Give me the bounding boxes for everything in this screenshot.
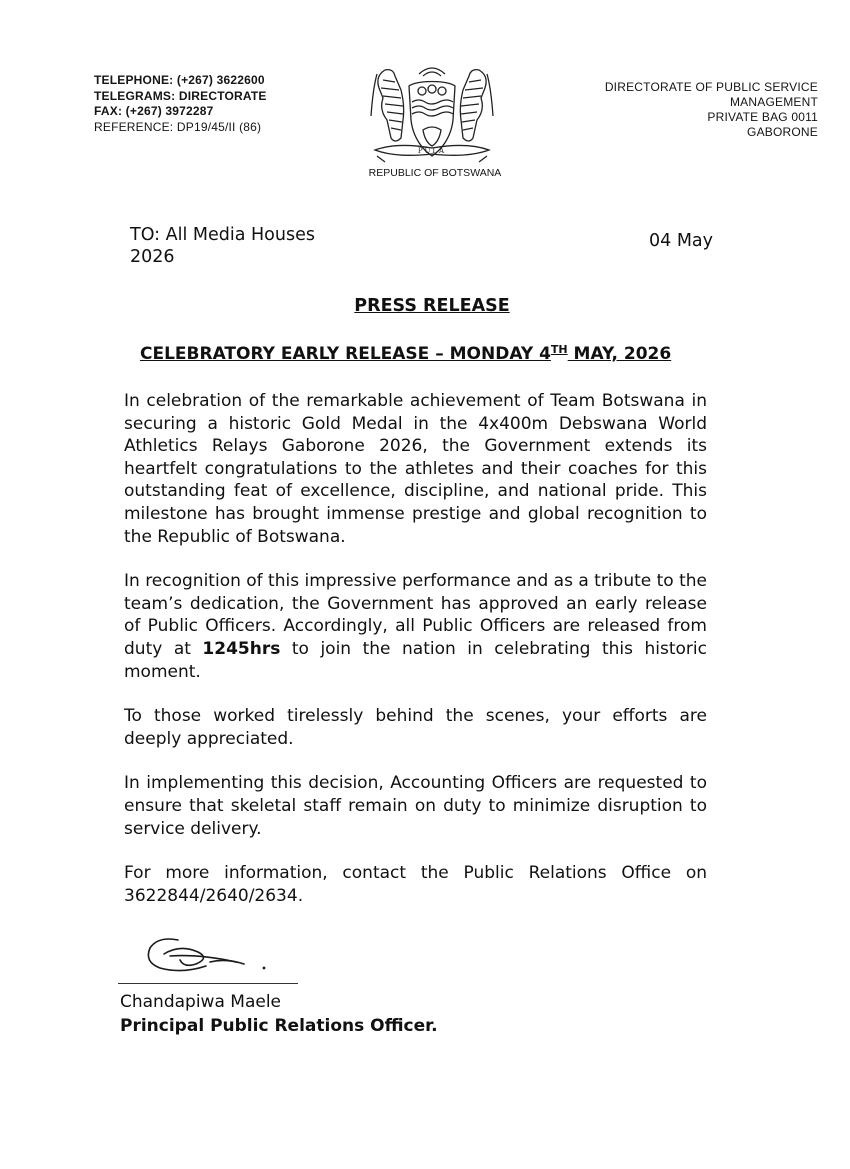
crest-caption: REPUBLIC OF BOTSWANA [368,167,502,179]
document-subtitle [140,343,720,364]
crest-motto: PULA [417,147,447,155]
paragraph-early-release-tail: to join the nation in celebrating this historic moment. [124,638,707,682]
release-time: 1245hrs [202,638,281,659]
letterhead-address-block [605,80,818,140]
letterhead-directorate: DIRECTORATE OF PUBLIC SERVICE [604,80,818,94]
letter-date: 04 May [648,231,713,251]
letterhead-telegrams: TELEGRAMS: DIRECTORATE [94,88,267,103]
handwritten-signature [140,932,280,980]
paragraph-early-release [124,570,707,683]
letterhead-city: GABORONE [747,125,818,139]
paragraph-celebration: In celebration of the remarkable achievement of Team Botswana in securing a historic Gold Medal in the 4x400m Debswana World Athletics Relays Gaborone 2026, the Government extends its heartfelt congratulations to the athletes and their coaches for this outstanding feat of excellence, discipline, and national pride. This milestone has brought immense prestige and global recognition to the Republic of Botswana. [124,391,707,547]
subtitle-superscript: TH [550,343,568,356]
subtitle-main: CELEBRATORY EARLY RELEASE – MONDAY 4 [140,344,551,364]
letterhead-fax: FAX: (+267) 3972287 [94,104,214,118]
letterhead-reference: REFERENCE: DP19/45/II (86) [94,119,262,134]
signatory-name: Chandapiwa Maele [120,992,282,1012]
signature-line [118,983,298,984]
signatory-role: Principal Public Relations Officer. [120,1016,438,1036]
recipient-year: 2026 [130,247,175,267]
letterhead-management: MANAGEMENT [729,95,818,109]
recipient-line: TO: All Media Houses [130,225,315,245]
recipient-block [130,224,315,268]
document-title: PRESS RELEASE [354,296,510,316]
paragraph-skeletal-staff: In implementing this decision, Accounting Officers are requested to ensure that skeletal staff remain on duty to minimize disruption to service delivery. [124,773,707,839]
subtitle-tail: MAY, 2026 [567,344,672,364]
letterhead-telephone: TELEPHONE: (+267) 3622600 [94,73,265,87]
botswana-coat-of-arms [357,58,507,168]
letterhead-contact-block [94,73,267,135]
document-title-row [0,296,850,316]
letter-body [124,390,707,929]
letterhead-private-bag: PRIVATE BAG 0011 [707,110,818,124]
signatory-block [120,990,438,1038]
paragraph-appreciation: To those worked tirelessly behind the scenes, your efforts are deeply appreciated. [124,706,707,749]
paragraph-early-release-text: In recognition of this impressive performance and as a tribute to the team’s dedication, the Government has approved an early release of Public Officers. Accordingly, all Public Officers are released from duty at [124,571,707,659]
paragraph-contact: For more information, contact the Public Relations Office on 3622844/2640/2634. [124,863,707,906]
